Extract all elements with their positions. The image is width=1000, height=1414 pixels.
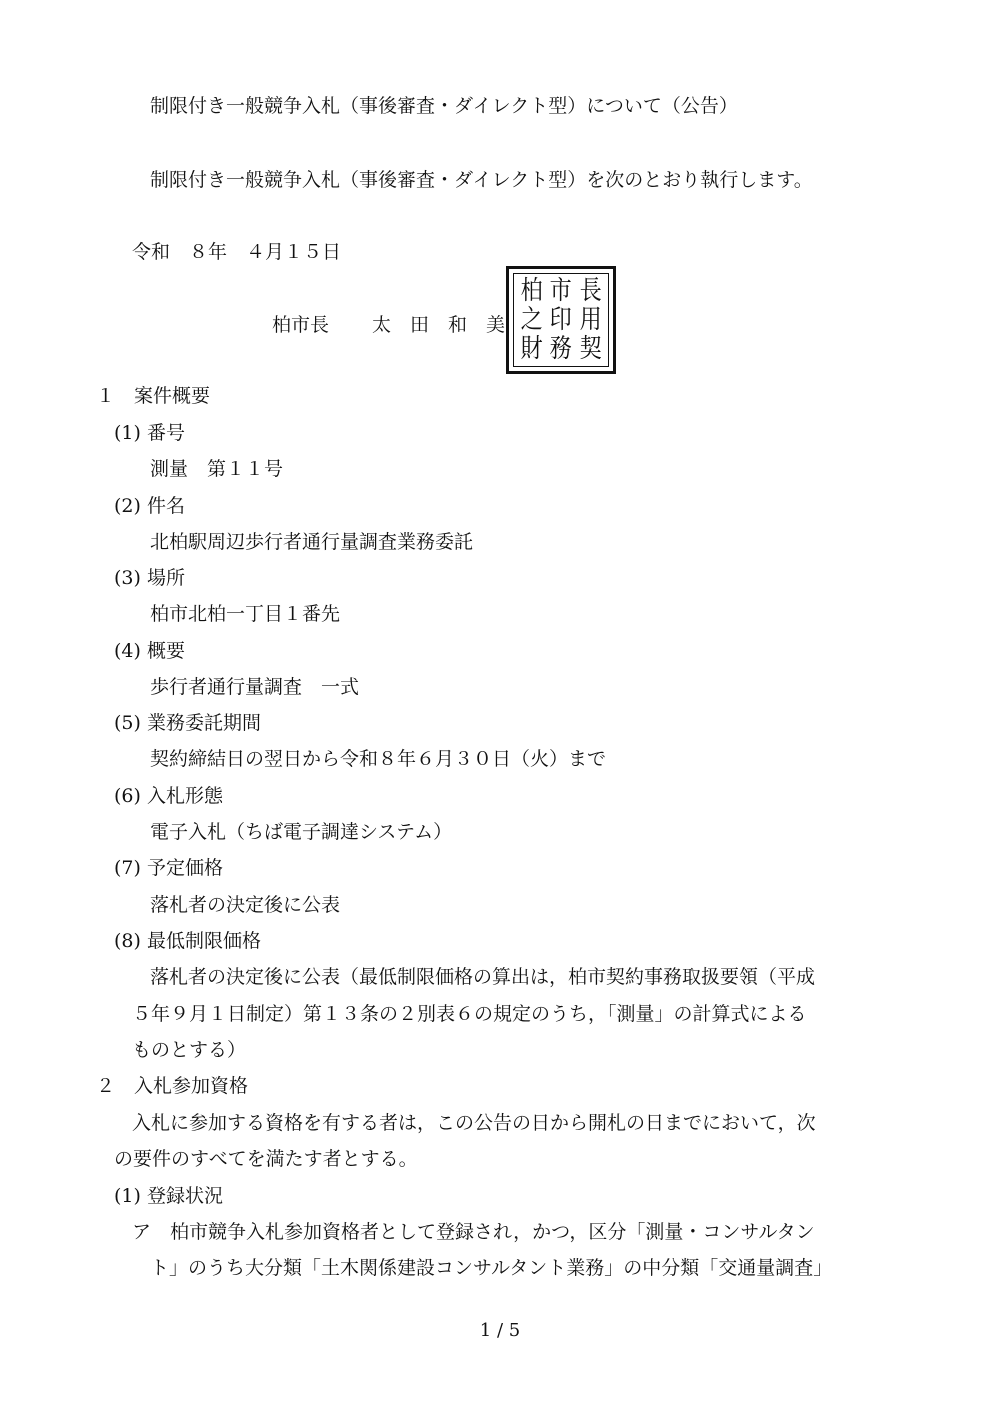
issuer-title: 柏市長 — [272, 314, 330, 336]
seal-char: 務 — [549, 333, 573, 364]
item-label: (4) 概要 — [114, 640, 185, 662]
intro-text: 制限付き一般競争入札（事後審査・ダイレクト型）を次のとおり執行します。 — [150, 169, 813, 191]
section2-intro-line: 入札に参加する資格を有する者は，この公告の日から開札の日までにおいて，次 — [132, 1112, 816, 1134]
item-label: (1) 番号 — [114, 422, 185, 444]
item-value: 歩行者通行量調査 一式 — [150, 676, 360, 698]
issue-date: 令和 ８年 ４月１５日 — [132, 241, 342, 263]
sub-heading: (1) 登録状況 — [114, 1185, 223, 1207]
item-label: (7) 予定価格 — [114, 857, 223, 879]
document-title: 制限付き一般競争入札（事後審査・ダイレクト型）について（公告） — [150, 95, 738, 117]
official-seal — [506, 266, 616, 374]
item-a-line: ア 柏市競争入札参加資格者として登録され，かつ，区分「測量・コンサルタン — [132, 1221, 815, 1243]
seal-char: 長 — [579, 276, 602, 307]
item-value: 電子入札（ちば電子調達システム） — [150, 821, 453, 843]
page-number: 1 / 5 — [479, 1320, 521, 1341]
item-a-line: ト」のうち大分類「土木関係建設コンサルタント業務」の中分類「交通量調査」 — [150, 1257, 833, 1279]
item-value: 測量 第１１号 — [150, 458, 284, 480]
item-value: 北柏駅周辺歩行者通行量調査業務委託 — [150, 531, 474, 553]
item-value: 柏市北柏一丁目１番先 — [150, 603, 341, 625]
seal-char: 印 — [549, 304, 573, 335]
item-label: (2) 件名 — [114, 495, 185, 517]
item-label: (3) 場所 — [114, 567, 185, 589]
seal-char: 之 — [520, 304, 543, 335]
section1-heading: １ 案件概要 — [96, 385, 211, 407]
seal-char: 柏 — [520, 276, 543, 307]
item-value: 落札者の決定後に公表 — [150, 894, 341, 916]
item-value-line: ５年９月１日制定）第１３条の２別表６の規定のうち，「測量」の計算式による — [132, 1003, 807, 1025]
seal-char: 財 — [520, 333, 543, 364]
seal-char: 市 — [549, 276, 573, 307]
item-label: (8) 最低制限価格 — [114, 930, 261, 952]
seal-char: 用 — [579, 304, 602, 335]
seal-char: 契 — [579, 333, 602, 364]
section2-heading: ２ 入札参加資格 — [96, 1075, 249, 1097]
section2-intro-line: の要件のすべてを満たす者とする。 — [114, 1148, 418, 1170]
item-label: (6) 入札形態 — [114, 785, 223, 807]
item-label: (5) 業務委託期間 — [114, 712, 261, 734]
item-value: 契約締結日の翌日から令和８年６月３０日（火）まで — [150, 748, 607, 770]
item-value-line: 落札者の決定後に公表（最低制限価格の算出は，柏市契約事務取扱要領（平成 — [150, 966, 816, 988]
item-value-line: ものとする） — [132, 1039, 247, 1061]
issuer-name: 太 田 和 美 — [372, 314, 506, 336]
